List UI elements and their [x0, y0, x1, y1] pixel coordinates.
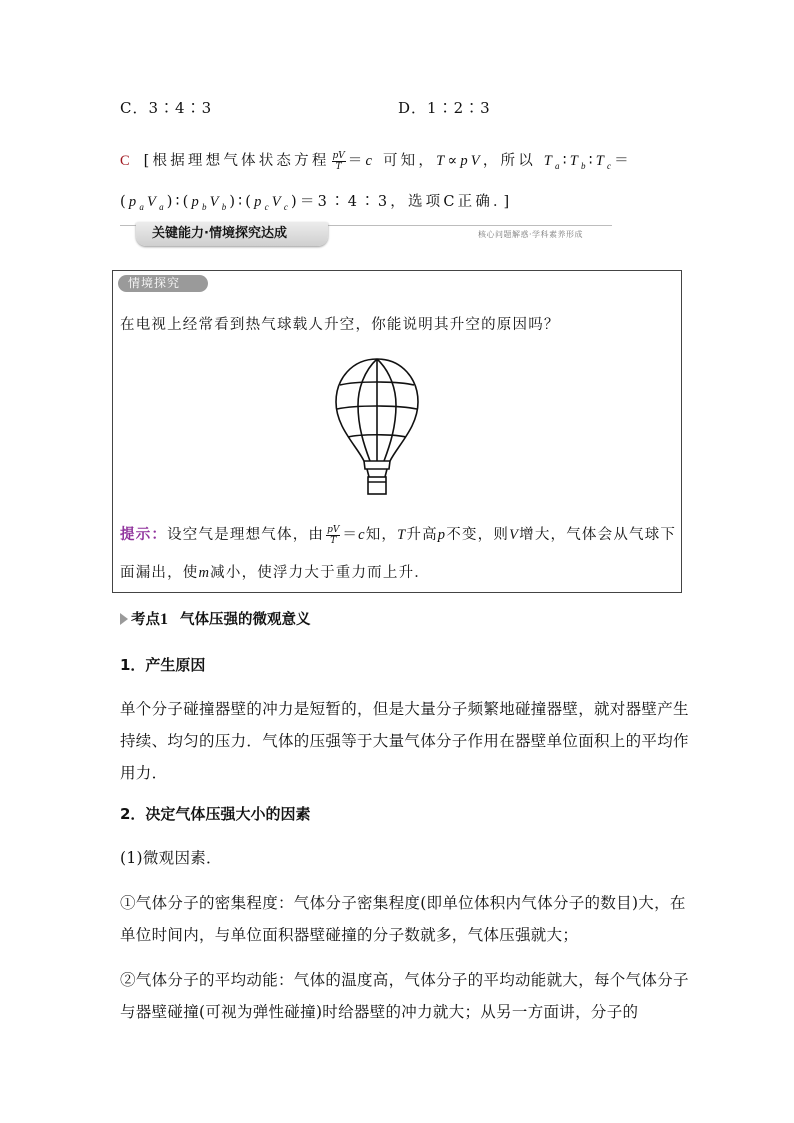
heading-cause: 1．产生原因 — [120, 656, 206, 674]
heading-factors: 2．决定气体压强大小的因素 — [120, 805, 311, 823]
subheading-micro: (1)微观因素． — [120, 849, 222, 867]
scenario-hint: 提示：设空气是理想气体，由 $\frac{pV}{T}$ ＝c知，T升高p不变，则V增大，气体会从气球下面漏出，使m减小，使浮力大于重力而上升． — [120, 524, 677, 581]
option-d: D．1∶2∶3 — [398, 99, 491, 117]
paragraph-cause: 单个分子碰撞器壁的冲力是短暂的，但是大量分子频繁地碰撞器壁，就对器壁产生持续、均匀的压力．气体的压强等于大量气体分子作用在器壁单位面积上的平均作用力． — [120, 700, 689, 782]
hot-air-balloon-image — [334, 357, 420, 497]
option-c: C．3∶4∶3 — [120, 99, 213, 117]
answer-explanation: C [根据理想气体状态方程 $\frac{pV}{T}$ ＝c 可知，T∝pV，所以 $T_a∶T_b∶T_c=$ $(p_aV_a)∶(p_bV_b)∶(p_cV_c)=3∶4∶3$，选项C正确．] — [120, 150, 632, 212]
fraction-pv-over-t: $\frac{pV}{T}$ — [332, 150, 345, 172]
scenario-question: 在电视上经常看到热气球载人升空，你能说明其升空的原因吗？ — [120, 317, 560, 333]
item-density: ①气体分子的密集程度：气体分子密集程度(即单位体积内气体分子的数目)大，在单位时间内，与单位面积器壁碰撞的分子数就多，气体压强就大； — [120, 894, 686, 944]
item-kinetic-energy: ②气体分子的平均动能：气体的温度高，气体分子的平均动能就大，每个气体分子与器壁碰撞(可视为弹性碰撞)时给器壁的冲力就大；从另一方面讲，分子的 — [120, 971, 689, 1021]
banner-note: 核心问题解惑·学科素养形成 — [478, 230, 584, 239]
triangle-icon — [120, 613, 128, 625]
hint-fraction: $\frac{pV}{T}$ — [327, 524, 340, 546]
section-heading: 考点1 气体压强的微观意义 — [120, 608, 311, 629]
section-banner: 关键能力·情境探究达成 — [136, 222, 328, 246]
answer-letter: C — [120, 153, 130, 169]
scenario-tag: 情境探究 — [118, 275, 208, 292]
hint-label: 提示： — [120, 527, 168, 543]
